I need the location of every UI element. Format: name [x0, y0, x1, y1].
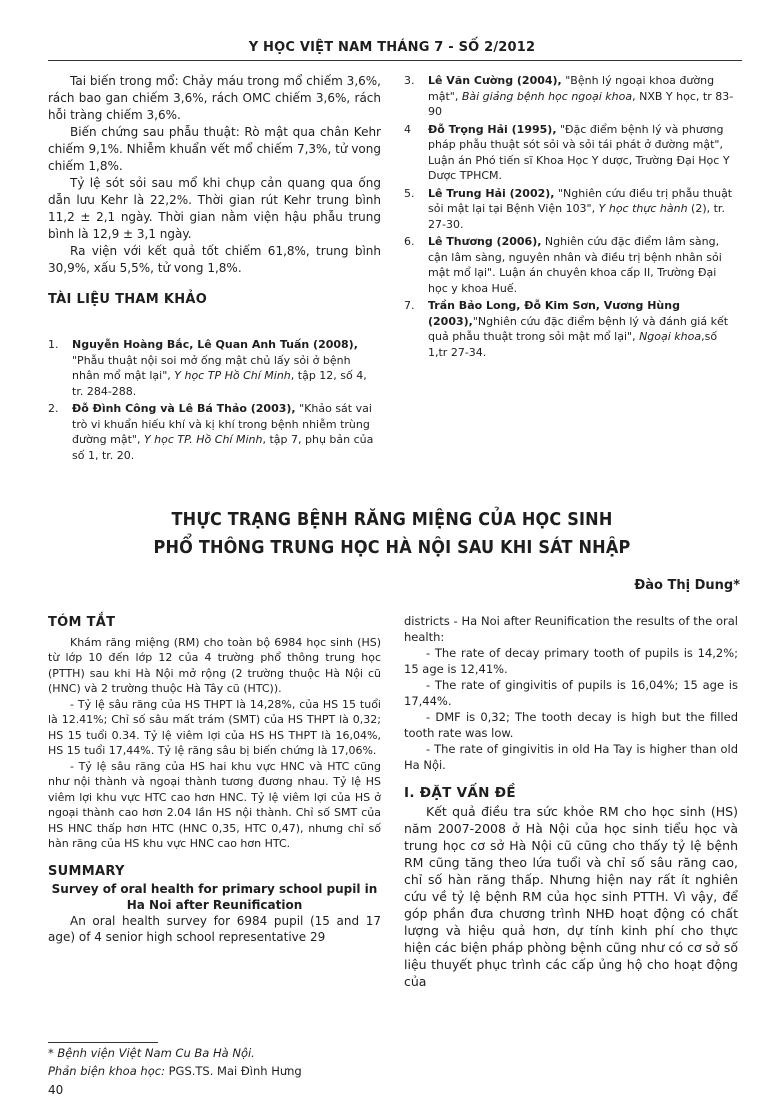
summary-continued-paragraph: districts - Ha Noi after Reunification the results of the oral health:: [404, 614, 738, 644]
summary-item: - DMF is 0,32; The tooth decay is high but the filled tooth rate was low.: [404, 710, 738, 740]
intro-paragraph: Kết quả điều tra sức khỏe RM cho học sinh (HS) năm 2007-2008 ở Hà Nội của học sinh tiểu học và trung học cơ sở Hà Nội cũ cũng cho thấy tỷ lệ bệnh RM cũng tăng theo lứa tuổi và chỉ số sâu răng cao, chỉ số hàn răng thấp. Nhưng hiện nay rất ít nghiên cứu về tỷ lệ bệnh RM của học sinh PTTH. Vì vậy, để góp phần đưa chương trình NHĐ hoạt động có chất lượng và hiệu quả hơn, dự tính kinh phí cho thực hiện các biện pháp phòng bệnh cũng như có cơ sở số liệu thuyết phục trình các cấp ủng hộ cho hoạt động của: [404, 804, 738, 989]
reference-item: 1. Nguyễn Hoàng Bắc, Lê Quan Anh Tuấn (2008), "Phẫu thuật nội soi mở ống mật chủ lấy sỏi ở bệnh nhân mổ mật lại", Y học TP Hồ Chí Minh, tập 12, số 4, tr. 284-288.: [48, 338, 367, 398]
article-author: Đào Thị Dung*: [634, 578, 740, 593]
reference-item: 2. Đỗ Đình Công và Lê Bá Thảo (2003), "Khảo sát vai trò vi khuẩn hiếu khí và kị khí trong bệnh nhiễm trùng đường mật", Y học TP. Hồ Chí Minh, tập 7, phụ bản của số 1, tr. 20.: [48, 402, 374, 462]
prev-paragraph: Biến chứng sau phẫu thuật: Rò mật qua chân Kehr chiếm 9,1%. Nhiễm khuẩn vết mổ chiếm 7,3%, tử vong chiếm 1,8%.: [48, 125, 381, 173]
summary-item: - The rate of gingivitis of pupils is 16,04%; 15 age is 17,44%.: [404, 678, 738, 708]
page-number: 40: [48, 1083, 64, 1097]
references-left: [48, 337, 381, 465]
article-title-line-2: PHỔ THÔNG TRUNG HỌC HÀ NỘI SAU KHI SÁT NHẬP: [153, 538, 631, 558]
references-heading: TÀI LIỆU THAM KHẢO: [48, 292, 208, 307]
abstract-paragraph: Khám răng miệng (RM) cho toàn bộ 6984 học sinh (HS) từ lớp 10 đến lớp 12 của 4 trường phổ thông trung học (PTTH) sau khi Hà Nội mở rộng (2 trường thuộc Hà Nội cũ (HNC) và 2 trường thuộc Hà Tây cũ (HTC)).: [48, 635, 381, 695]
reference-item: 3. Lê Văn Cường (2004), "Bệnh lý ngoại khoa đường mật", Bài giảng bệnh học ngoại khoa, NXB Y học, tr 83-90: [404, 74, 734, 118]
references-right: [404, 73, 738, 362]
summary-title: Survey of oral health for primary school pupil in Ha Noi after Reunification: [51, 882, 378, 912]
summary-paragraph: An oral health survey for 6984 pupil (15 and 17 age) of 4 senior high school representative 29: [48, 914, 381, 944]
prev-paragraph: Tai biến trong mổ: Chảy máu trong mổ chiếm 3,6%, rách bao gan chiếm 3,6%, rách OMC chiếm 3,6%, rách hỗi tràng chiếm 3,6%.: [48, 74, 381, 122]
summary-item: - The rate of decay primary tooth of pupils is 14,2%; 15 age is 12,41%.: [404, 646, 738, 676]
journal-header: Y HỌC VIỆT NAM THÁNG 7 - SỐ 2/2012: [248, 40, 536, 55]
abstract-heading: TÓM TẮT: [48, 615, 116, 630]
abstract-paragraph: - Tỷ lệ sâu răng của HS hai khu vực HNC và HTC cũng như nội thành và ngoại thành tương đương nhau. Tỷ lệ HS viêm lợi khu vực HTC cao hơn HNC. Tỷ lệ viêm lợi của HS ở ngoại thành cao hơn 2.04 lần HS nội thành. Chỉ số SMT của HS HNC thấp hơn HTC (HNC 0,35, HTC 0,47), nhưng chỉ số hàn răng của HS khu vực HNC cao hơn HTC.: [48, 759, 381, 850]
footnote-affiliation: * Bệnh viện Việt Nam Cu Ba Hà Nội.: [48, 1046, 255, 1060]
reference-item: 4 Đỗ Trọng Hải (1995), "Đặc điểm bệnh lý và phương pháp phẫu thuật sót sỏi và sỏi tái phát ở đường mật", Luận án Phó tiến sĩ Khoa Học Y dược, Trường Đại Học Y Dược TPHCM.: [404, 122, 730, 182]
prev-paragraph: Tỷ lệ sót sỏi sau mổ khi chụp cản quang qua ống dẫn lưu Kehr là 22,2%. Thời gian rút Kehr trung bình 11,2 ± 2,1 ngày. Thời gian nằm viện hậu phẫu trung bình là 12,9 ± 3,1 ngày.: [48, 176, 381, 241]
intro-heading: I. ĐẶT VẤN ĐỀ: [404, 785, 516, 801]
article-title-line-1: THỰC TRẠNG BỆNH RĂNG MIỆNG CỦA HỌC SINH: [171, 510, 613, 530]
abstract-section: [48, 615, 381, 945]
reference-item: 6. Lê Thương (2006), Nghiên cứu đặc điểm lâm sàng, cận lâm sàng, nguyên nhân và điều trị bệnh nhân sỏi mật mổ lại". Luận án chuyên khoa cấp II, Trường Đại học y khoa Huế.: [404, 235, 722, 295]
footnote-reviewer: Phản biện khoa học: PGS.TS. Mai Đình Hưng: [48, 1064, 302, 1078]
summary-continued: [404, 613, 738, 990]
prev-paragraph: Ra viện với kết quả tốt chiếm 61,8%, trung bình 30,9%, xấu 5,5%, tử vong 1,8%.: [48, 244, 381, 275]
reference-item: 7. Trần Bảo Long, Đỗ Kim Sơn, Vương Hùng (2003),"Nghiên cứu đặc điểm bệnh lý và đánh giá kết quả phẫu thuật trong sỏi mật mổ lại", Ngoại khoa,số 1,tr 27-34.: [404, 299, 729, 359]
summary-item: - The rate of gingivitis in old Ha Tay is higher than old Ha Nội.: [404, 742, 738, 772]
reference-item: 5. Lê Trung Hải (2002), "Nghiên cứu điều trị phẫu thuật sỏi mật lại tại Bệnh Viện 103", Y học thực hành (2), tr. 27-30.: [404, 186, 733, 231]
prev-article-body: [48, 73, 381, 308]
header-rule: [48, 60, 742, 61]
summary-heading: SUMMARY: [48, 863, 125, 879]
footnote-rule: [48, 1042, 158, 1043]
abstract-paragraph: - Tỷ lệ sâu răng của HS THPT là 14,28%, của HS 15 tuổi là 12.41%; Chỉ số sâu mất trám (SMT) của HS THPT là 0,32; HS 15 tuổi 0.34. Tỷ lệ viêm lợi của HS HS THPT là 16,04%, HS 15 tuổi 17,44%. Tỷ lệ răng sâu bị biến chứng là 17,06%.: [48, 697, 381, 757]
